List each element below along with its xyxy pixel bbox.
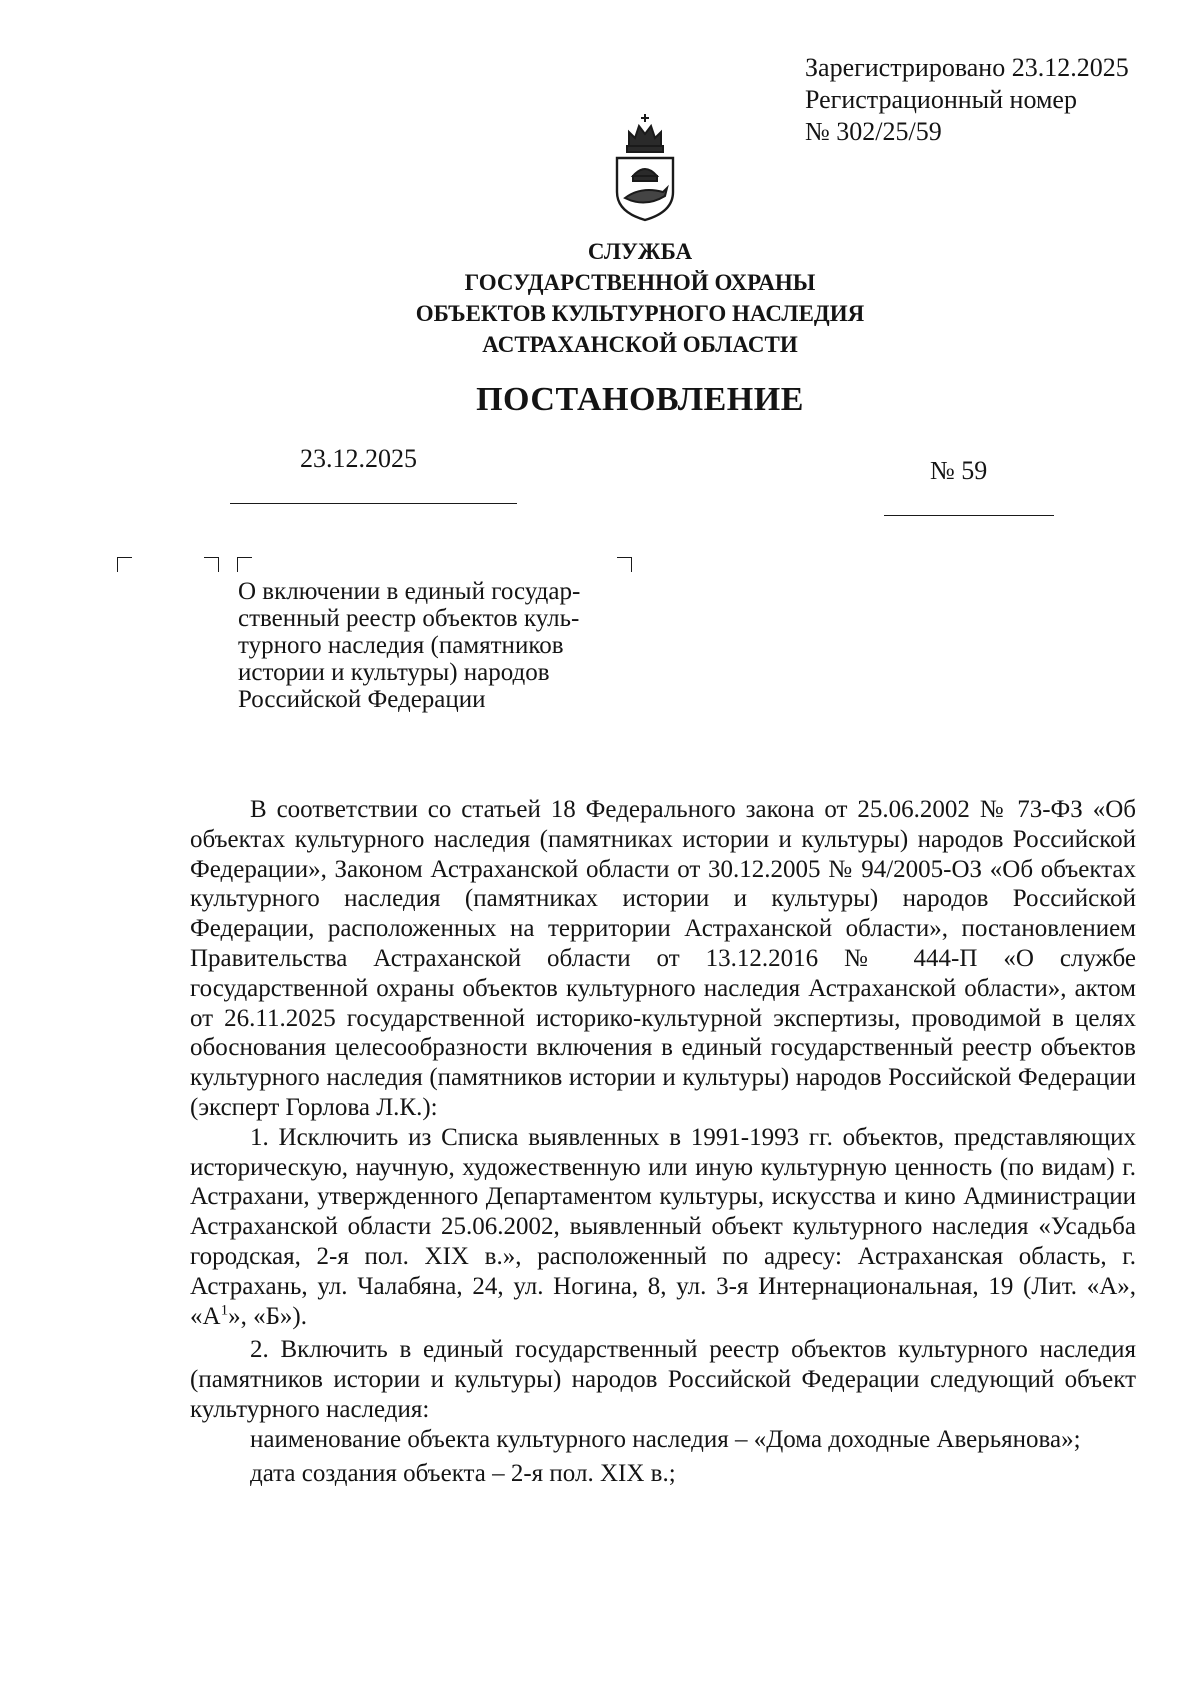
item-1-tail: », «Б»). <box>228 1302 307 1330</box>
agency-name <box>300 236 980 360</box>
subject-line: Российской Федерации <box>238 686 486 713</box>
item-1-superscript: 1 <box>220 1302 229 1319</box>
item-2-date-paragraph: дата создания объекта – 2-я пол. XIX в.; <box>250 1459 676 1487</box>
item-2-name-paragraph: наименование объекта культурного наследия – «Дома доходные Аверьянова»; <box>250 1425 1081 1453</box>
agency-line: АСТРАХАНСКОЙ ОБЛАСТИ <box>482 332 798 357</box>
date-underline <box>230 503 517 504</box>
registration-number: № 302/25/59 <box>805 117 942 146</box>
astrakhan-coat-of-arms-icon <box>611 112 679 224</box>
registration-stamp <box>805 52 1129 148</box>
subject-line: О включении в единый государ- <box>238 578 581 605</box>
agency-line: ГОСУДАРСТВЕННОЙ ОХРАНЫ <box>464 270 816 295</box>
agency-line: СЛУЖБА <box>587 239 693 264</box>
document-number: № 59 <box>930 456 988 485</box>
corner-mark-left <box>117 557 132 572</box>
subject-line: ственный реестр объектов куль- <box>238 605 580 632</box>
document-date: 23.12.2025 <box>300 444 417 473</box>
registration-date: Зарегистрировано 23.12.2025 <box>805 53 1129 82</box>
corner-mark-right <box>617 557 632 572</box>
item-1-paragraph <box>190 1123 1136 1332</box>
corner-mark-right <box>204 557 219 572</box>
corner-mark-left <box>237 557 252 572</box>
subject-line: турного наследия (памятников <box>238 632 564 659</box>
item-2-paragraph: 2. Включить в единый государственный реестр объектов культурного наследия (памятников истории и культуры) народов Российской Федерации следующий объект культурного наследия: <box>190 1336 1136 1423</box>
agency-line: ОБЪЕКТОВ КУЛЬТУРНОГО НАСЛЕДИЯ <box>415 301 865 326</box>
preamble-paragraph: В соответствии со статьей 18 Федерального закона от 25.06.2002 № 73-ФЗ «Об объектах культурного наследия (памятниках истории и культуры) народов Российской Федерации», Законом Астраханской области от 30.12.2005 № 94/2005-ОЗ «Об объектах культурного наследия (памятниках истории и культуры) народов Российской Федерации, расположенных на территории Астраханской области», постановлением Правительства Астраханской области от 13.12.2016 № 444-П «О службе государственной охраны объектов культурного наследия Астраханской области», актом от 26.11.2025 государственной историко-культурной экспертизы, проводимой в целях обоснования целесообразности включения в единый государственный реестр объектов культурного наследия (памятников истории и культуры) народов Российской Федерации (эксперт Горлова Л.К.): <box>190 796 1136 1121</box>
registration-label: Регистрационный номер <box>805 85 1077 114</box>
document-body <box>190 795 1136 1488</box>
document-title: ПОСТАНОВЛЕНИЕ <box>476 381 804 418</box>
number-underline <box>884 515 1054 516</box>
document-subject <box>238 578 638 713</box>
item-1-text: 1. Исключить из Списка выявленных в 1991-1993 гг. объектов, представляющих историческую, научную, художественную или иную культурную ценность (по видам) г. Астрахани, утвержденного Департаментом культуры, искусства и кино Администрации Астраханской области 25.06.2002, выявленный объект культурного наследия «Усадьба городская, 2-я пол. XIX в.», расположенный по адресу: Астраханская область, г. Астрахань, ул. Чалабяна, 24, ул. Ногина, 8, ул. 3-я Интернациональная, 19 (Лит. «А», «А <box>190 1123 1136 1330</box>
subject-line: истории и культуры) народов <box>238 659 550 686</box>
